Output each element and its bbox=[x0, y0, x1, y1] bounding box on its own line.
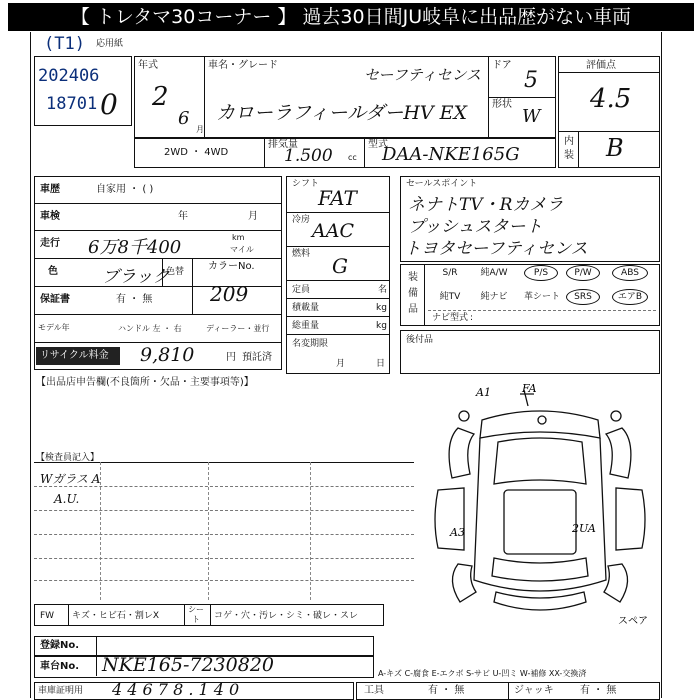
year-label: 年式 bbox=[138, 60, 158, 71]
fuel-label: 燃料 bbox=[292, 249, 311, 259]
chassis-value: NKE165-7230820 bbox=[102, 654, 274, 676]
car-name: カローラフィールダーHV EX bbox=[216, 102, 468, 124]
equip-leather: 革シート bbox=[523, 292, 560, 302]
total-weight-unit: kg bbox=[376, 321, 387, 331]
door-label: ドア bbox=[492, 60, 512, 71]
retrofit-label: 後付品 bbox=[406, 335, 434, 345]
fw-text: キズ・ヒビ石・割レX bbox=[72, 611, 159, 621]
spare-label: スペア bbox=[618, 616, 648, 627]
navi-label: ナビ型式 bbox=[432, 313, 469, 323]
mileage-unit-mile: マイル bbox=[230, 245, 254, 254]
equip-sr: S/R bbox=[442, 268, 458, 278]
color-no-label: カラーNo. bbox=[208, 261, 255, 272]
warranty-options: 有 ・ 無 bbox=[116, 294, 153, 305]
color-no-value: 209 bbox=[210, 282, 249, 306]
load-label: 積載量 bbox=[292, 303, 320, 313]
seat-label-1: シー bbox=[188, 605, 204, 614]
sales-label: セールスポイント bbox=[406, 179, 478, 189]
shift-label: シフト bbox=[292, 179, 320, 189]
inspection-line-2: A.U. bbox=[54, 492, 80, 506]
mileage-value: 6万8千400 bbox=[88, 237, 182, 258]
tag-line-2: 202406 bbox=[38, 66, 100, 86]
reg-no-label: 登録No. bbox=[40, 640, 80, 651]
chassis-label: 車台No. bbox=[40, 661, 80, 672]
sub-note: 応用紙 bbox=[96, 39, 124, 49]
month-value: 6 bbox=[178, 108, 190, 129]
color-label: 色 bbox=[48, 266, 58, 277]
displacement-label: 排気量 bbox=[268, 139, 298, 150]
equipment-label-1: 装 bbox=[408, 272, 418, 283]
sales-line-2: プッシュスタート bbox=[408, 217, 543, 237]
shape-value: W bbox=[522, 106, 541, 127]
recycle-label: リサイクル料金 bbox=[36, 347, 120, 365]
inspection-header: 【検査員記入】 bbox=[36, 453, 100, 463]
tag-line-1: (T1) bbox=[44, 34, 85, 54]
interior-label-2: 装 bbox=[564, 150, 574, 161]
cert-value: 4 4 6 7 8 . 1 4 0 bbox=[112, 680, 240, 699]
registration-day: 日 bbox=[376, 359, 386, 369]
ac-label: 冷房 bbox=[292, 215, 311, 225]
recycle-value: 9,810 bbox=[140, 344, 195, 366]
history-options: 自家用 ・ ( ) bbox=[96, 184, 154, 195]
inspection-line-1: Wガラス A bbox=[40, 472, 101, 486]
recycle-note: 預託済 bbox=[242, 352, 272, 363]
registration-month: 月 bbox=[336, 359, 346, 369]
month-unit: 月 bbox=[196, 125, 204, 134]
color-change-label: 色替 bbox=[166, 267, 185, 277]
mark-a1-top: A1 bbox=[476, 386, 491, 399]
inspection-month: 月 bbox=[248, 211, 258, 222]
grade-note: セーフティセンス bbox=[364, 66, 482, 84]
equipment-label-2: 備 bbox=[408, 288, 418, 299]
ac-value: AAC bbox=[312, 220, 354, 242]
handle-label: ハンドル 左 ・ 右 bbox=[118, 324, 182, 333]
equip-srs: SRS bbox=[566, 289, 600, 305]
seat-label-2: ト bbox=[192, 615, 200, 624]
persons-unit: 名 bbox=[378, 285, 388, 295]
equip-alloy: 純A/W bbox=[480, 268, 508, 278]
mileage-label: 走行 bbox=[40, 238, 60, 249]
sales-line-3: トヨタセーフティセンス bbox=[404, 239, 588, 259]
load-unit: kg bbox=[376, 303, 387, 313]
score-label: 評価点 bbox=[586, 60, 616, 71]
equip-airbag: エアB bbox=[612, 289, 648, 305]
mileage-unit-km: km bbox=[232, 233, 245, 242]
history-label: 車歴 bbox=[40, 184, 60, 195]
persons-label: 定員 bbox=[292, 285, 311, 295]
mark-fa: FA bbox=[522, 382, 537, 395]
cert-label: 車庫証明用 bbox=[38, 686, 84, 696]
displacement-value: 1.500 bbox=[284, 146, 333, 166]
color-value: ブラック bbox=[102, 267, 170, 287]
model-year-label: モデル年 bbox=[38, 323, 70, 332]
fuel-value: G bbox=[332, 254, 348, 278]
equip-pw: P/W bbox=[566, 265, 600, 281]
navi-value: : bbox=[470, 313, 474, 323]
score-value: 4.5 bbox=[590, 84, 632, 114]
sales-line-1: ネナトTV・Rカメラ bbox=[408, 195, 564, 215]
model-value: DAA-NKE165G bbox=[382, 144, 520, 165]
tool-options: 有 ・ 無 bbox=[428, 685, 465, 696]
car-name-label: 車名・グレード bbox=[208, 60, 278, 71]
interior-label-1: 内 bbox=[564, 136, 574, 147]
registration-label: 名変期限 bbox=[292, 339, 329, 349]
equip-ps: P/S bbox=[524, 265, 558, 281]
inspection-year: 年 bbox=[178, 211, 188, 222]
recycle-unit: 円 bbox=[226, 352, 236, 363]
tag-line-3: 18701 bbox=[46, 94, 98, 114]
drive-label: 2WD ・ 4WD bbox=[164, 147, 229, 158]
inspection-label: 車検 bbox=[40, 211, 60, 222]
shape-label: 形状 bbox=[492, 99, 512, 110]
lot-number: 0 bbox=[100, 88, 118, 121]
warranty-label: 保証書 bbox=[40, 294, 70, 305]
reg-no-row bbox=[34, 636, 374, 656]
jack-options: 有 ・ 無 bbox=[580, 685, 617, 696]
door-value: 5 bbox=[524, 68, 538, 93]
dealer-label: ディーラー・並行 bbox=[206, 324, 270, 333]
car-diagram bbox=[424, 380, 656, 627]
jack-label: ジャッキ bbox=[514, 685, 554, 696]
report-header: 【出品店申告欄(不良箇所・欠品・主要事項等)】 bbox=[36, 377, 254, 388]
year-value: 2 bbox=[152, 82, 169, 112]
total-weight-label: 総重量 bbox=[292, 321, 320, 331]
retrofit-box bbox=[400, 330, 660, 374]
seat-text: コゲ・穴・汚レ・シミ・破レ・スレ bbox=[214, 611, 359, 621]
damage-legend: A-キズ C-腐食 E-エクボ S-サビ U-凹ミ W-補修 XX-交換済 bbox=[378, 669, 587, 678]
fw-label: FW bbox=[40, 611, 55, 621]
model-label: 型式 bbox=[368, 139, 388, 150]
equip-abs: ABS bbox=[612, 265, 648, 281]
mark-2ua: 2UA bbox=[572, 522, 596, 535]
interior-value: B bbox=[606, 134, 624, 162]
equip-navi: 純ナビ bbox=[480, 292, 508, 302]
equipment-label-3: 品 bbox=[408, 304, 418, 315]
tool-label: 工具 bbox=[364, 685, 384, 696]
header-banner: 【 トレタマ30コーナー 】 過去30日間JU岐阜に出品歴がない車両 bbox=[8, 3, 694, 31]
displacement-unit: cc bbox=[348, 153, 357, 162]
equip-tv: 純TV bbox=[439, 292, 461, 302]
mark-a3: A3 bbox=[450, 526, 465, 539]
shift-value: FAT bbox=[318, 186, 357, 210]
